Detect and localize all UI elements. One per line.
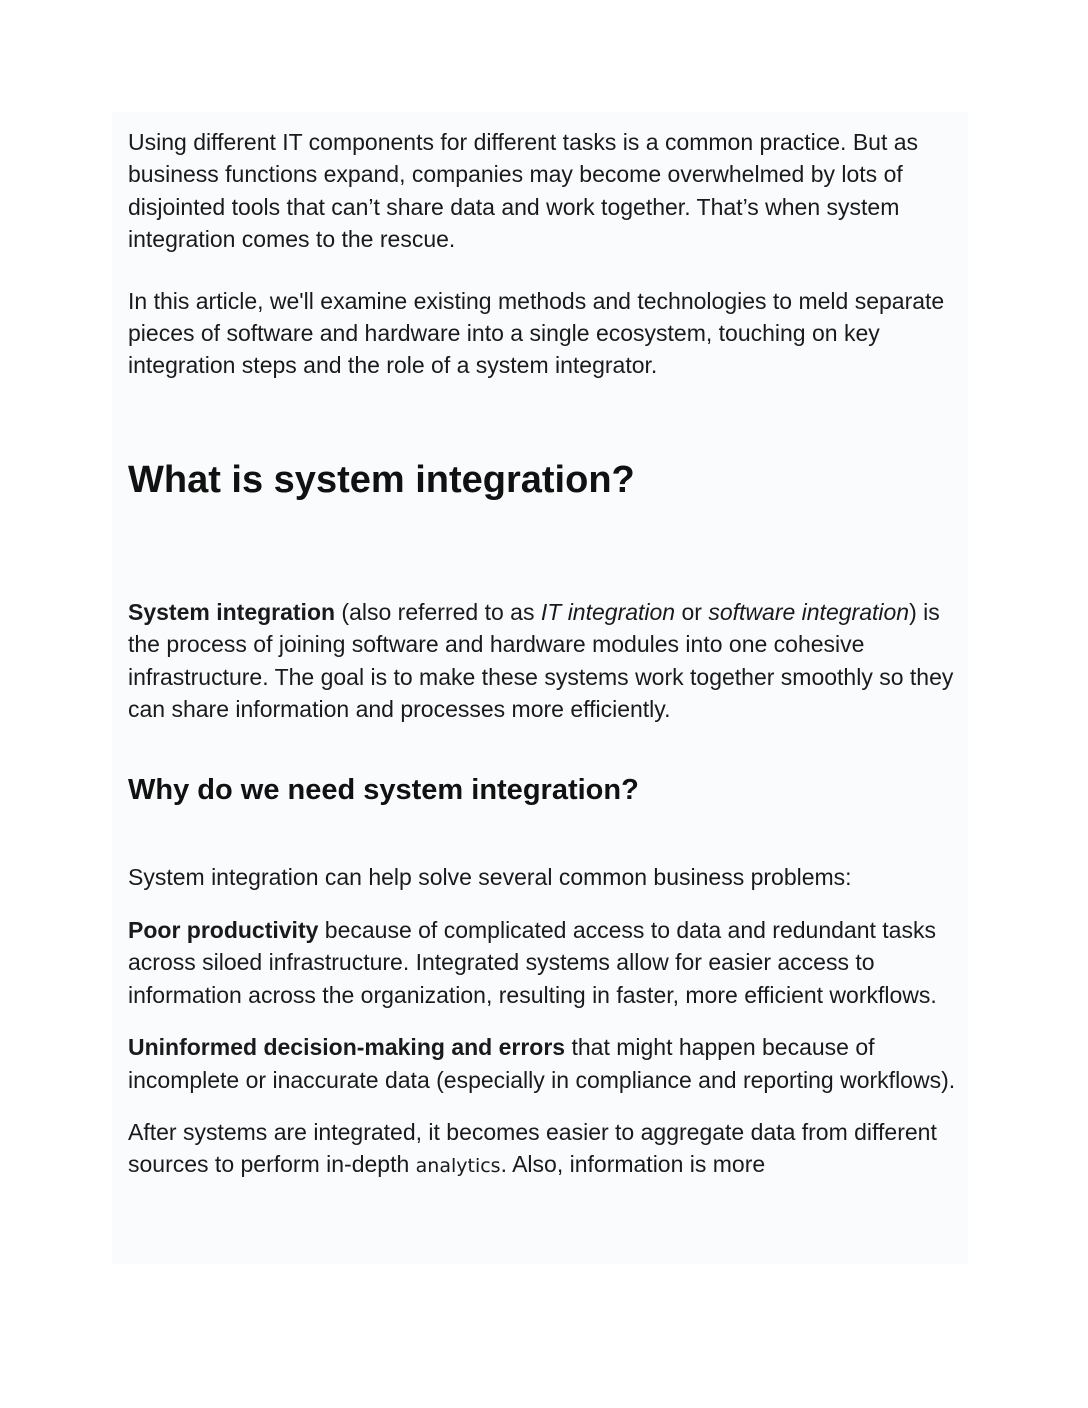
definition-alt-2: software integration	[708, 598, 910, 625]
page-title: What is system integration?	[128, 458, 635, 501]
problem-productivity-term: Poor productivity	[128, 916, 319, 943]
definition-paragraph	[128, 596, 968, 726]
problem-uninformed	[128, 1031, 968, 1096]
definition-text-c: ) is the process of joining software and hardware modules into one cohesive infrastructure. The goal is to make these systems work together smoothly so they can share information and processes more efficiently.	[128, 598, 954, 723]
definition-alt-1: IT integration	[540, 598, 676, 625]
definition-term: System integration	[128, 598, 336, 625]
problems-lead: System integration can help solve several common business problems:	[128, 864, 852, 891]
problem-uninformed-text: that might happen because of incomplete or inaccurate data (especially in compliance and reporting workflows).	[128, 1034, 956, 1093]
after-integration-paragraph	[128, 1116, 968, 1183]
section-heading-why: Why do we need system integration?	[128, 774, 639, 807]
problem-uninformed-term: Uninformed decision-making and errors	[128, 1034, 566, 1061]
intro-paragraph-2: In this article, we'll examine existing methods and technologies to meld separate pieces of software and hardware into a single ecosystem, touching on key integration steps and the role of a system integrator.	[128, 287, 945, 379]
problem-productivity-text: because of complicated access to data and redundant tasks across siloed infrastructure. Integrated systems allow for easier access to information across the organization, resulting in faster, more efficient workflows.	[128, 916, 937, 1008]
intro-paragraph-1: Using different IT components for different tasks is a common practice. But as business functions expand, companies may become overwhelmed by lots of disjointed tools that can’t share data and work together. That’s when system integration comes to the rescue.	[128, 129, 919, 253]
article-body	[128, 126, 968, 1183]
after-text-b: . Also, information is more	[500, 1151, 766, 1178]
analytics-link[interactable]: analytics	[415, 1155, 501, 1178]
definition-text-a: (also referred to as	[335, 598, 541, 625]
definition-text-b: or	[675, 598, 709, 625]
after-text-a: After systems are integrated, it becomes easier to aggregate data from different sources to perform in-depth	[128, 1118, 937, 1178]
problem-productivity	[128, 914, 968, 1011]
